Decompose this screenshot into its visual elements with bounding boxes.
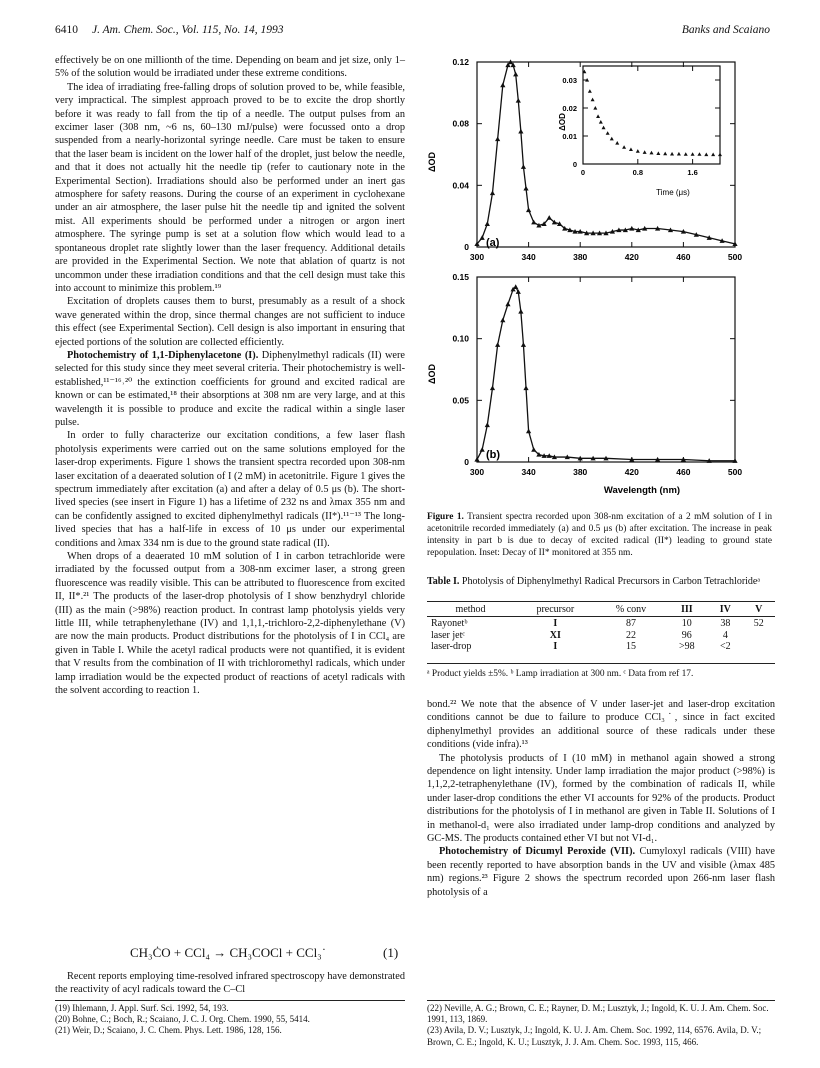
x-tick-label: 460 bbox=[676, 467, 691, 477]
paragraph: The idea of irradiating free-falling drops of solution proved to be, while feasible, very impractical. The simplest approach proved to be to excite the drop shortly before it was ready to fall from the tip of a needle. The output pulses from an excimer laser (308 nm, ~6 ns, 60–130 mJ/pulse) were focussed onto a drop suspended from a nearly-horizontal syringe needle. Care must be taken to ensure that the laser beam is incident on the lower half of the droplet, just below the needle, and that it does not actually hit the needle tip (refer to cautionary note in the Experimental Section). Irradiations should also be performed under an inert gas atmosphere for safety reasons. During the course of an experiment in cyclohexane under an air atmosphere, the laser pulse hit the needle tip and ignited the solvent mist. All experiments should be performed under a nitrogen or argon inert atmosphere. The syringe pump is set at a solution flow which would lead to a spontaneous droplet rate slightly lower than the laser frequency. Additional details are provided in the Experimental Section. We note that ablation of quartz is not uncommon under these irradiation conditions and that the cell design must take this into account to minimize this problem.¹⁹ bbox=[55, 81, 405, 294]
plot-frame bbox=[583, 66, 720, 164]
panel-a-inset bbox=[562, 66, 722, 177]
paragraph-text: Diphenylmethyl radicals (II) were selected for this study since they meet several criteria. Their photochemistry is well-established,¹¹⁻¹⁶˒²⁰ the extinction coefficients for ground and excited radical are known or can be estimated,¹⁸ their absorptions at 308 nm are very large, and at this wavelength it is possible to produce and excite the radical within a single laser pulse. bbox=[55, 349, 405, 428]
data-point bbox=[474, 457, 479, 462]
data-point bbox=[500, 83, 505, 88]
panel-b-label: (b) bbox=[486, 449, 501, 461]
x-tick-label: 500 bbox=[727, 467, 743, 477]
data-point bbox=[596, 114, 600, 118]
table-cell: <2 bbox=[720, 641, 731, 653]
column-header: % conv bbox=[615, 604, 647, 615]
y-tick-label: 0.02 bbox=[562, 104, 577, 113]
x-tick-label: 1.6 bbox=[687, 168, 698, 177]
figure-caption bbox=[427, 511, 772, 559]
data-point bbox=[610, 137, 614, 141]
table-cell: 96 bbox=[681, 629, 692, 641]
inset-y-axis-label: ΔOD bbox=[558, 113, 567, 131]
data-point bbox=[591, 98, 595, 102]
data-point bbox=[599, 120, 603, 124]
y-tick-label: 0 bbox=[464, 457, 469, 467]
table-cell: >98 bbox=[678, 641, 695, 653]
paragraph bbox=[427, 845, 775, 899]
footnote: (22) Neville, A. G.; Brown, C. E.; Rayner, D. M.; Lusztyk, J.; Ingold, K. U. J. Am. Chem. Soc. 1991, 113, 1869. bbox=[427, 1003, 769, 1025]
data-point bbox=[697, 152, 701, 156]
data-point bbox=[480, 235, 485, 240]
equation: CH₃ĊO + CCl₄ → CH₃COCl + CCl₃˙ bbox=[130, 945, 327, 960]
x-axis-label: Wavelength (nm) bbox=[603, 485, 681, 496]
data-point bbox=[526, 429, 531, 434]
footnote-rule bbox=[427, 1000, 775, 1001]
y-tick-label: 0.04 bbox=[452, 180, 469, 191]
y-tick-label: 0.01 bbox=[562, 132, 577, 141]
data-point bbox=[656, 151, 660, 155]
data-point bbox=[518, 129, 523, 134]
left-column bbox=[55, 54, 405, 698]
table-cell: 22 bbox=[626, 629, 637, 641]
column-header: IV bbox=[719, 604, 731, 615]
data-point bbox=[480, 447, 485, 452]
journal-header: J. Am. Chem. Soc., Vol. 115, No. 14, 1993 bbox=[92, 24, 284, 36]
table-row bbox=[427, 641, 775, 652]
y-tick-label: 0 bbox=[464, 242, 469, 252]
data-point bbox=[629, 226, 634, 231]
table-rule-bottom bbox=[427, 663, 775, 664]
column-header: V bbox=[755, 604, 763, 615]
table-cell: 87 bbox=[626, 618, 637, 630]
footnotes-right bbox=[427, 1003, 777, 1048]
data-point bbox=[670, 152, 674, 156]
x-tick-label: 300 bbox=[469, 467, 485, 477]
data-point bbox=[518, 309, 523, 314]
caption-text: Transient spectra recorded upon 308-nm excitation of a 2 mM solution of I in acetonitrile recorded immediately (a) and 0.5 μs (b) after excitation. The increase in peak intensity in part b is due to decay of excited radical (II*) leading to ground state repopulation. Inset: Decay of II* monitored at 355 nm. bbox=[427, 512, 772, 558]
footnote: (23) Avila, D. V.; Lusztyk, J.; Ingold, K. U. J. Am. Chem. Soc. 1992, 114, 6576. Avila, D. V.; Brown, C. E.; Ingold, K. U.; Lusztyk, J. J. Am. Chem. Soc. 1993, 115, 466. bbox=[427, 1025, 762, 1047]
data-point bbox=[677, 152, 681, 156]
inset-x-axis-label: Time (μs) bbox=[656, 188, 690, 197]
data-point bbox=[593, 106, 597, 110]
equation-number: (1) bbox=[383, 945, 399, 960]
data-point bbox=[485, 221, 490, 226]
data-point bbox=[602, 126, 606, 130]
paragraph: Excitation of droplets causes them to burst, presumably as a result of a shock wave generated within the drop, since thermal changes are not sufficient to induce this effect (see Experimental Section). Cell design is also important in ensuring that ejected portions of the solution are collected efficiently. bbox=[55, 296, 405, 348]
data-point bbox=[650, 151, 654, 155]
footnotes-left bbox=[55, 1003, 410, 1037]
panel-b bbox=[452, 272, 742, 477]
paragraph: Recent reports employing time-resolved infrared spectroscopy have demonstrated the reactivity of acyl radicals toward the C–Cl bbox=[55, 971, 405, 996]
table-cell bbox=[743, 641, 775, 652]
table-cell bbox=[743, 630, 775, 641]
data-point bbox=[523, 385, 528, 390]
x-tick-label: 300 bbox=[469, 252, 485, 262]
data-point bbox=[526, 207, 531, 212]
data-point bbox=[513, 72, 518, 77]
x-tick-label: 0 bbox=[580, 168, 586, 177]
section-heading: Photochemistry of 1,1-Diphenylacetone (I). bbox=[67, 349, 259, 361]
table-label: Table I. bbox=[427, 576, 460, 587]
data-point bbox=[513, 284, 518, 289]
data-point bbox=[718, 152, 722, 156]
data-point bbox=[523, 186, 528, 191]
plot-frame bbox=[477, 62, 735, 247]
data-point bbox=[531, 220, 536, 225]
table-cell: I bbox=[553, 641, 558, 653]
data-point bbox=[615, 141, 619, 145]
data-point bbox=[500, 318, 505, 323]
right-column bbox=[427, 698, 775, 899]
y-axis-label-b: ΔOD bbox=[427, 364, 437, 384]
data-point bbox=[521, 164, 526, 169]
author-header: Banks and Scaiano bbox=[681, 24, 770, 36]
table-cell: 52 bbox=[753, 618, 764, 630]
data-point bbox=[531, 447, 536, 452]
data-point bbox=[495, 342, 500, 347]
figure-1 bbox=[425, 52, 815, 507]
table-row bbox=[427, 630, 775, 641]
panel-a-label: (a) bbox=[486, 237, 500, 249]
data-point bbox=[495, 136, 500, 141]
data-point bbox=[490, 385, 495, 390]
data-point bbox=[643, 150, 647, 154]
paragraph: The photolysis products of I (10 mM) in methanol again showed a strong dependence on light intensity. Under lamp irradiation the major product (>98%) is 1,1,2,2-tetraphenylethane (IV), formed by the combination of radicals II, while under laser-drop conditions the ether VI accounts for 92% of the products. Product distributions for the photolysis of I in methanol are given in Table II. Solutions of I in methanol-d₁ were also irradiated under lamp-drop conditions and analyzed by GC-MS. The products contained ether VI but not VI-d₁. bbox=[427, 752, 775, 845]
table-title bbox=[427, 576, 772, 588]
column-header: III bbox=[680, 604, 693, 615]
page-number: 6410 bbox=[55, 24, 78, 36]
table-cell: I bbox=[553, 618, 558, 630]
data-point bbox=[622, 145, 626, 149]
y-tick-label: 0.12 bbox=[452, 57, 469, 67]
data-point bbox=[629, 147, 633, 151]
data-point bbox=[547, 215, 552, 220]
table-cell: 4 bbox=[722, 629, 728, 641]
data-point bbox=[490, 190, 495, 195]
x-tick-label: 0.8 bbox=[632, 168, 644, 177]
table-header-row bbox=[427, 604, 775, 615]
caption-label: Figure 1. bbox=[427, 512, 464, 522]
y-tick-label: 0.08 bbox=[452, 118, 469, 129]
footnote: (20) Bohne, C.; Boch, R.; Scaiano, J. C. J. Org. Chem. 1990, 55, 5414. bbox=[55, 1014, 310, 1025]
series-line bbox=[477, 287, 735, 461]
data-point bbox=[636, 149, 640, 153]
table-cell: XI bbox=[549, 629, 561, 641]
column-header: precursor bbox=[536, 604, 575, 615]
y-tick-label: 0.03 bbox=[562, 76, 577, 85]
data-point bbox=[485, 422, 490, 427]
table-cell: 38 bbox=[720, 618, 731, 630]
x-tick-label: 420 bbox=[624, 467, 639, 477]
panel-a bbox=[452, 57, 742, 262]
series-line bbox=[477, 62, 735, 244]
table-cell: Rayonetᵇ bbox=[431, 618, 468, 630]
paragraph-text: Cumyloxyl radicals (VIII) have been recently reported to have absorption bands in the UV and visible (λmax 485 nm) regions.²³ Figure 2 shows the spectrum recorded upon 266-nm laser flash photolysis of a bbox=[427, 846, 775, 898]
paragraph bbox=[55, 349, 405, 429]
table-cell: 10 bbox=[681, 618, 692, 630]
footnote-rule bbox=[55, 1000, 405, 1001]
y-tick-label: 0.05 bbox=[452, 395, 469, 406]
x-tick-label: 500 bbox=[727, 252, 743, 262]
data-point bbox=[684, 152, 688, 156]
plot-frame bbox=[477, 277, 735, 462]
table-rule-top bbox=[427, 601, 775, 602]
table-footnote: ᵃ Product yields ±5%. ᵇ Lamp irradiation at 300 nm. ᶜ Data from ref 17. bbox=[427, 669, 694, 679]
data-point bbox=[691, 152, 695, 156]
data-point bbox=[606, 131, 610, 135]
y-tick-label: 0 bbox=[572, 160, 577, 169]
paragraph: effectively be on one millionth of the time. Depending on beam and jet size, only 1–5% of the solution would be irradiated under these extreme conditions. bbox=[55, 55, 405, 80]
table-cell: 15 bbox=[626, 641, 637, 653]
data-point bbox=[516, 98, 521, 103]
data-point bbox=[521, 342, 526, 347]
y-tick-label: 0.10 bbox=[452, 333, 469, 344]
x-tick-label: 380 bbox=[573, 467, 588, 477]
x-tick-label: 340 bbox=[521, 252, 536, 262]
data-point bbox=[516, 289, 521, 294]
footnote: (19) Ihlemann, J. Appl. Surf. Sci. 1992, 54, 193. bbox=[55, 1003, 229, 1013]
data-point bbox=[505, 302, 510, 307]
table-title-text: Photolysis of Diphenylmethyl Radical Precursors in Carbon Tetrachlorideᵃ bbox=[459, 576, 761, 587]
x-tick-label: 460 bbox=[676, 252, 691, 262]
data-point bbox=[704, 152, 708, 156]
paragraph: In order to fully characterize our excitation conditions, a few laser flash photolysis experiments were carried out on the same solutions employed for the laser-drop experiments. Figure 1 shows the transient spectra recorded upon 308-nm laser excitation of a deaerated solution of I (2 mM) in acetonitrile. Figure 1 gives the spectrum immediately after excitation (a) and after a delay of 0.5 μs (b). The short-lived species (see insert in Figure 1) has a lifetime of 232 ns and λmax 355 nm and can be confidently assigned to excited diphenylmethyl radicals (II*).¹¹⁻¹³ The long-lived species that has a half-life in excess of 10 μs under our experimental conditions and λmax 334 nm is due to the ground state radical (II). bbox=[55, 430, 405, 549]
y-tick-label: 0.15 bbox=[452, 272, 469, 282]
x-tick-label: 340 bbox=[521, 467, 536, 477]
x-tick-label: 380 bbox=[573, 252, 588, 262]
data-point bbox=[663, 152, 667, 156]
paragraph: When drops of a deaerated 10 mM solution of I in carbon tetrachloride were irradiated by the focussed output from a 308-nm excimer laser, a strong green fluorescence was readily visible. This can be attributed to fluorescence from excited II, II*.²¹ The products of the laser-drop photolysis of I show benzhydryl chloride (III) as the main (>98%) reaction product. In contrast lamp photolysis yields very little III, while tetraphenylethane (IV) and 1,1,1,-trichloro-2,2-diphenylethane (V) are now the main products. Product distributions for the photolysis of I in CCl₄ are given in Table I. While the acetyl radical products were not quantified, it is evident that V results from the combination of II with trichloromethyl radicals, which under lamp irradiation would be the expected product of reactions of acetyl radicals with the solvent according to reaction 1. bbox=[55, 551, 405, 697]
left-column-end bbox=[55, 970, 405, 997]
footnote: (21) Weir, D.; Scaiano, J. C. Chem. Phys. Lett. 1986, 128, 156. bbox=[55, 1025, 282, 1036]
column-header: method bbox=[455, 604, 486, 615]
paragraph: bond.²² We note that the absence of V under laser-jet and laser-drop excitation conditions cannot be due to failure to produce CCl₃˙, since in fact excited diphenylmethyl provides an additional source of these radicals under these conditions (vide infra).¹³ bbox=[427, 699, 775, 751]
data-point bbox=[588, 89, 592, 93]
y-axis-label-a: ΔOD bbox=[427, 152, 437, 172]
table-row bbox=[427, 618, 775, 629]
data-point bbox=[711, 152, 715, 156]
table-1 bbox=[427, 604, 775, 653]
table-cell: laser-drop bbox=[431, 641, 472, 653]
table-cell: laser jetᶜ bbox=[431, 629, 465, 641]
section-heading: Photochemistry of Dicumyl Peroxide (VII). bbox=[439, 846, 636, 858]
x-tick-label: 420 bbox=[624, 252, 639, 262]
